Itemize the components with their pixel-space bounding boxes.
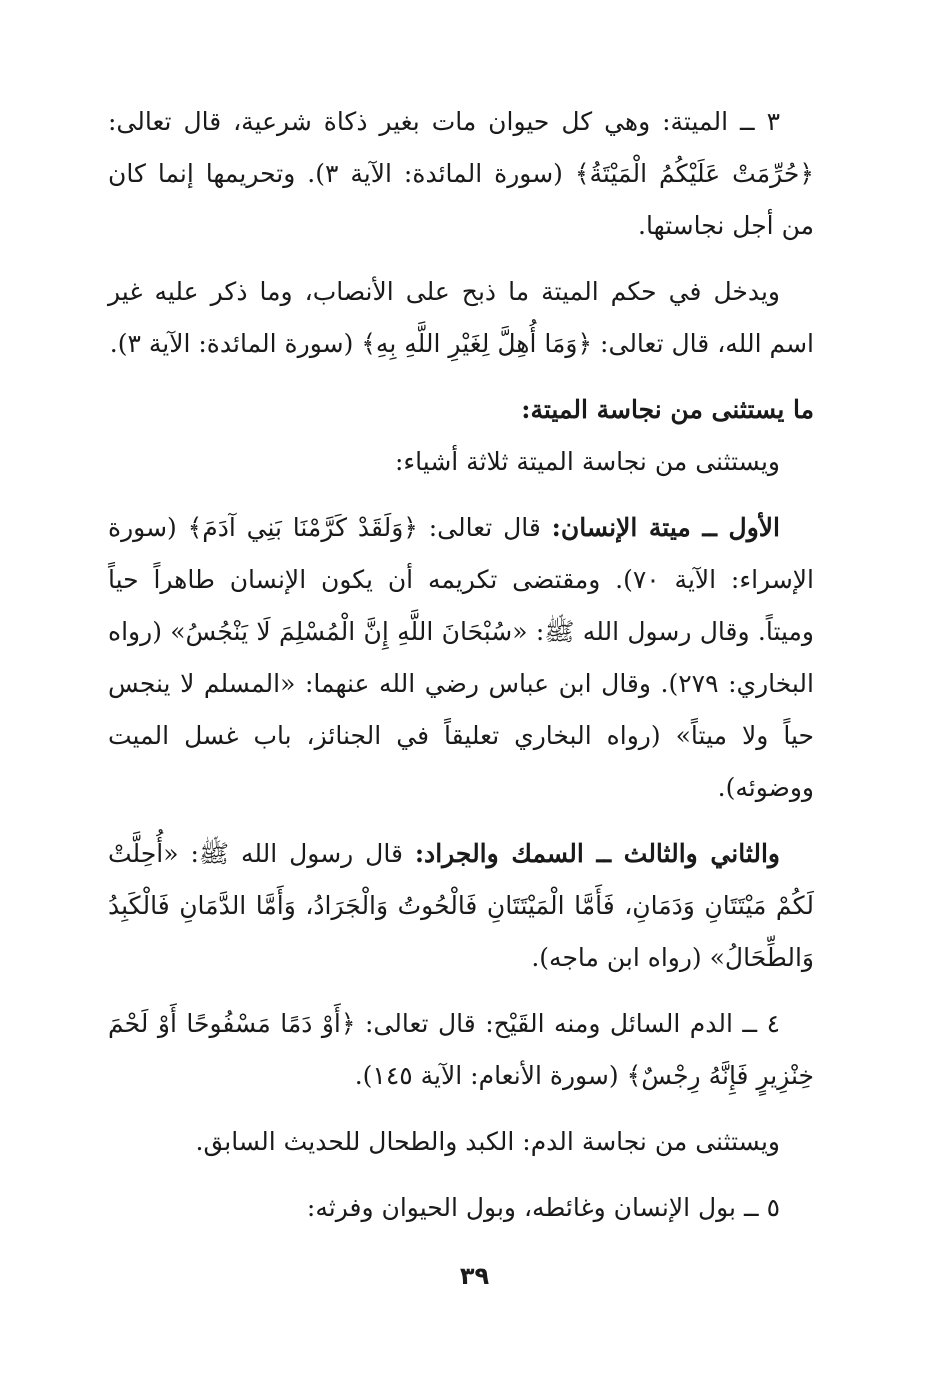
paragraph-human-text: قال تعالى: ﴿وَلَقَدْ كَرَّمْنَا بَنِي آدَمَ﴾ (سورة الإسراء: الآية ٧٠). ومقتضى تكريمه أن يكون الإنسان طاهراً حياً وميتاً. وقال رسول الله ﷺ: «سُبْحَانَ اللَّهِ إِنَّ الْمُسْلِمَ لَا يَنْجُسُ» (رواه البخاري: ٢٧٩). وقال ابن عباس رضي الله عنهما: «المسلم لا ينجس حياً ولا ميتاً» (رواه البخاري تعليقاً في الجنائز، باب غسل الميت ووضوئه).: [108, 513, 814, 802]
paragraph-fish-locust-text: قال رسول الله ﷺ: «أُحِلَّتْ لَكُمْ مَيْتَتَانِ وَدَمَانِ، فَأَمَّا الْمَيْتَتَانِ فَالْحُوتُ وَالْجَرَادُ، وَأَمَّا الدَّمَانِ فَالْكَبِدُ وَالطِّحَالُ» (رواه ابن ماجه).: [108, 839, 814, 972]
paragraph-sacrifices: ويدخل في حكم الميتة ما ذبح على الأنصاب، وما ذكر عليه غير اسم الله، قال تعالى: ﴿وَمَا أُهِلَّ لِغَيْرِ اللَّهِ بِهِ﴾ (سورة المائدة: الآية ٣).: [108, 277, 814, 358]
paragraph-exceptions-intro: ويستثنى من نجاسة الميتة ثلاثة أشياء:: [395, 447, 780, 476]
paragraph-urine: ٥ ــ بول الإنسان وغائطه، وبول الحيوان وفرثه:: [306, 1193, 780, 1222]
page-number: ٣٩: [459, 1262, 490, 1290]
paragraph-human: [108, 502, 814, 814]
paragraph-blood: ٤ ــ الدم السائل ومنه القَيْح: قال تعالى: ﴿أَوْ دَمًا مَسْفُوحًا أَوْ لَحْمَ خِنْزِيرٍ فَإِنَّهُ رِجْسٌ﴾ (سورة الأنعام: الآية ١٤٥).: [108, 1009, 814, 1090]
section-heading: ما يستثنى من نجاسة الميتة:: [521, 395, 814, 424]
paragraph-blood-exceptions: ويستثنى من نجاسة الدم: الكبد والطحال للحديث السابق.: [195, 1127, 780, 1156]
paragraph-human-lead: الأول ــ ميتة الإنسان:: [551, 513, 780, 542]
page-body: [108, 96, 814, 1248]
paragraph-fish-locust-lead: والثاني والثالث ــ السمك والجراد:: [414, 839, 781, 868]
paragraph-carrion: ٣ ــ الميتة: وهي كل حيوان مات بغير ذكاة شرعية، قال تعالى: ﴿حُرِّمَتْ عَلَيْكُمُ الْمَيْتَةُ﴾ (سورة المائدة: الآية ٣). وتحريمها إنما كان من أجل نجاستها.: [108, 107, 814, 240]
paragraph-fish-locust: [108, 828, 814, 984]
